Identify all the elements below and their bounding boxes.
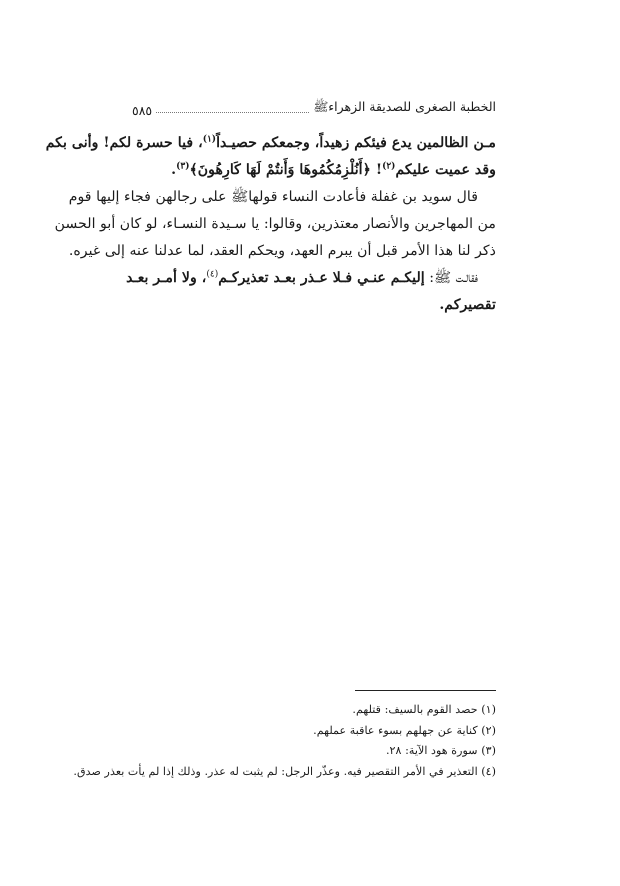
page-number: ٥٨٥ — [132, 103, 153, 118]
header-dot-leader — [156, 112, 309, 113]
footnote: (٤) التعذير في الأمر التقصير فيه. وعذّر الرجل: لم يثبت له عذر. وذلك إذا لم يأت بعذر صدق. — [73, 764, 496, 778]
footnote: (٣) سورة هود الآية: ٢٨. — [385, 744, 496, 757]
header-title: الخطبة الصغرى للصديقة الزهراءﷺ — [313, 99, 496, 114]
footnote: (١) حصد القوم بالسيف: قتلهم. — [352, 703, 496, 716]
paragraph-line — [126, 265, 496, 292]
running-header — [132, 96, 496, 118]
paragraph-line — [132, 157, 496, 184]
footnote-ref[interactable]: (٢) — [382, 161, 396, 172]
footnote-ref[interactable]: (٣) — [176, 161, 190, 172]
quran-quote: ! ﴿أَنُلْزِمُكُمُوهَا وَأَنتُمْ لَهَا كَارِهُونَ﴾ — [189, 162, 383, 178]
quote-text: ، ولا أمـر بعـد — [126, 270, 207, 286]
line-text: فقالـت ﷺ: — [424, 270, 478, 286]
paragraph-line: تقصيركم. — [439, 297, 496, 313]
paragraph-line: ذكر لنا هذا الأمر قبل أن يبرم العهد، ويحكم العقد، لما عدلنا عنه إلى غيره. — [68, 243, 496, 259]
footnote: (٢) كناية عن جهلهم بسوء عاقبة عملهم. — [313, 723, 496, 737]
line-text: ، فيا حسرة لكم! وأنى بكم — [45, 135, 203, 151]
body-text — [45, 130, 496, 319]
line-text: . — [171, 162, 177, 178]
paragraph-line: قال سويد بن غفلة فأعادت النساء قولهاﷺ على رجالهن فجاء إليها قوم — [68, 189, 478, 205]
quote-text: إليكـم عنـي فـلا عـذر بعـد تعذيركـم — [218, 270, 425, 286]
footnote-ref[interactable]: (٤) — [206, 269, 219, 280]
line-text: مـن الظالمين يدع فيئكم زهيداً، وجمعكم حصيـداً — [216, 135, 496, 151]
line-text: وقد عميت عليكم — [395, 162, 496, 178]
footnote-divider — [355, 690, 496, 691]
paragraph-line — [45, 130, 496, 157]
footnotes — [73, 700, 496, 782]
paragraph-line: من المهاجرين والأنصار معتذرين، وقالوا: يا سـيدة النسـاء، لو كان أبو الحسن — [54, 216, 496, 232]
footnote-ref[interactable]: (١) — [202, 134, 217, 145]
